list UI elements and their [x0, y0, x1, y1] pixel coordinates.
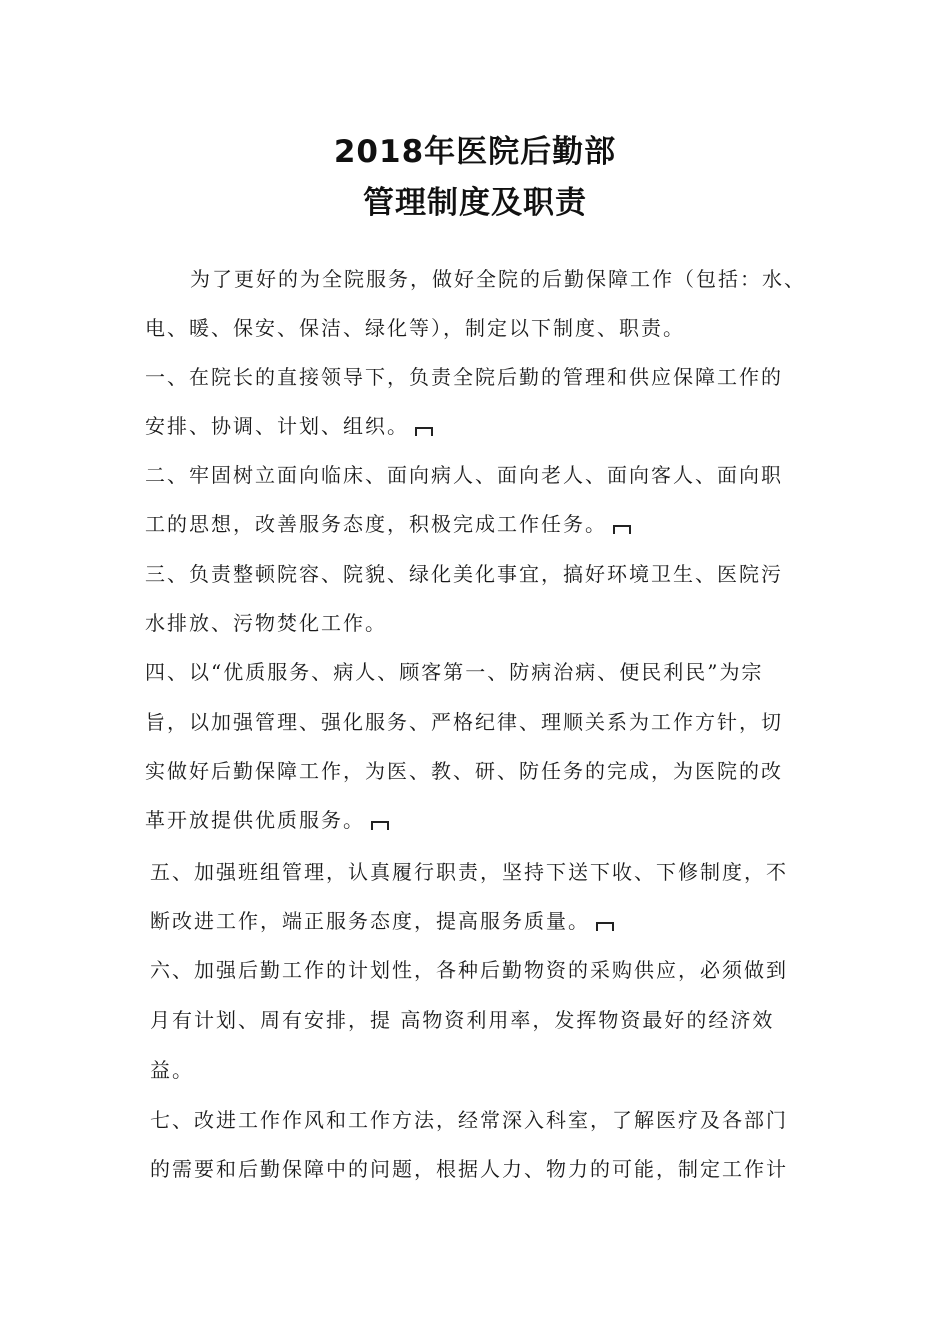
- item-2-line-1: 二、牢固树立面向临床、面向病人、面向老人、面向客人、面向职: [145, 463, 783, 487]
- item-3-line-1: 三、负责整顿院容、院貌、绿化美化事宜，搞好环境卫生、医院污: [145, 562, 783, 586]
- item-6-line-3: 益。: [150, 1058, 194, 1082]
- item-4-line-4: 革开放提供优质服务。: [145, 806, 389, 834]
- document-title-line-2: 管理制度及职责: [363, 185, 587, 221]
- paragraph-mark-icon: [371, 821, 389, 830]
- paragraph-intro-line-1: 为了更好的为全院服务，做好全院的后勤保障工作（包括：水、: [190, 267, 806, 291]
- item-1-line-1: 一、在院长的直接领导下，负责全院后勤的管理和供应保障工作的: [145, 365, 783, 389]
- item-6-line-1: 六、加强后勤工作的计划性，各种后勤物资的采购供应，必须做到: [150, 958, 788, 982]
- item-6-line-2: 月有计划、周有安排，提 高物资利用率，发挥物资最好的经济效: [150, 1008, 775, 1032]
- item-2-line-2: 工的思想，改善服务态度，积极完成工作任务。: [145, 510, 631, 538]
- paragraph-mark-icon: [596, 922, 614, 931]
- item-4-line-1: 四、以“优质服务、病人、顾客第一、防病治病、便民利民”为宗: [145, 660, 764, 684]
- document-title-line-1: 2018年医院后勤部: [333, 134, 617, 170]
- item-5-line-2: 断改进工作，端正服务态度，提高服务质量。: [150, 907, 614, 935]
- item-7-line-1: 七、改进工作作风和工作方法，经常深入科室，了解医疗及各部门: [150, 1108, 788, 1132]
- paragraph-mark-icon: [415, 427, 433, 436]
- item-4-line-3: 实做好后勤保障工作，为医、教、研、防任务的完成，为医院的改: [145, 759, 783, 783]
- paragraph-intro-line-2: 电、暖、保安、保洁、绿化等），制定以下制度、职责。: [145, 316, 685, 340]
- item-5-line-1: 五、加强班组管理，认真履行职责，坚持下送下收、下修制度，不: [150, 860, 788, 884]
- item-3-line-2: 水排放、污物焚化工作。: [145, 611, 387, 635]
- item-1-line-2: 安排、协调、计划、组织。: [145, 412, 433, 440]
- paragraph-mark-icon: [613, 525, 631, 534]
- item-7-line-2: 的需要和后勤保障中的问题，根据人力、物力的可能，制定工作计: [150, 1157, 788, 1181]
- item-4-line-2: 旨，以加强管理、强化服务、严格纪律、理顺关系为工作方针，切: [145, 710, 783, 734]
